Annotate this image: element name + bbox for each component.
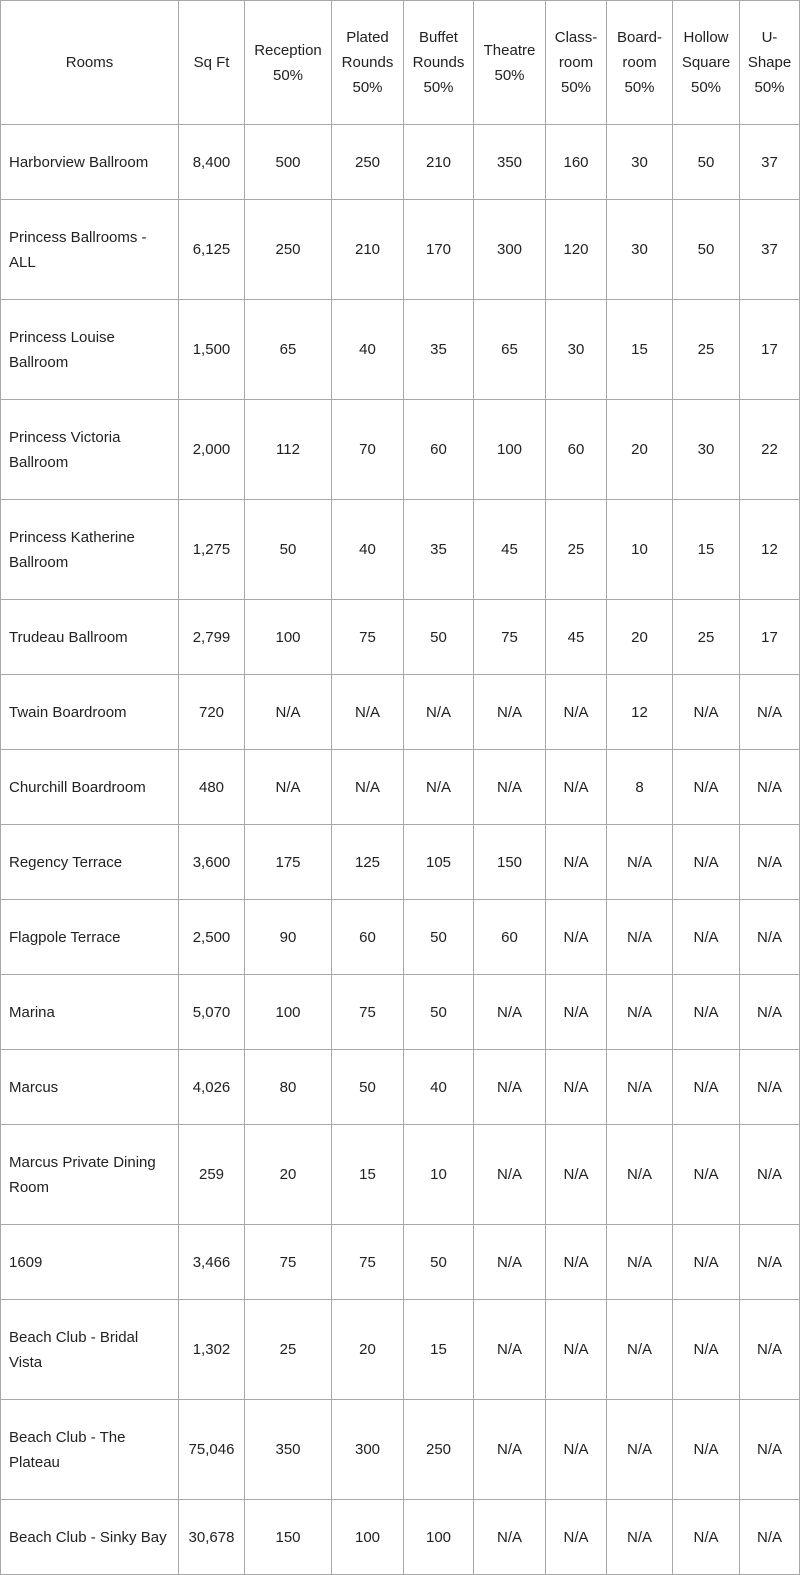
cell-room-name: Harborview Ballroom — [1, 125, 179, 200]
cell-plated-rounds: N/A — [332, 750, 404, 825]
cell-boardroom: N/A — [607, 1300, 673, 1400]
cell-room-name: 1609 — [1, 1225, 179, 1300]
table-row — [1, 500, 800, 600]
cell-u-shape: N/A — [740, 1225, 800, 1300]
cell-boardroom: 8 — [607, 750, 673, 825]
cell-buffet-rounds: 35 — [404, 500, 474, 600]
cell-classroom: N/A — [546, 1400, 607, 1500]
cell-reception: 100 — [245, 975, 332, 1050]
cell-buffet-rounds: 10 — [404, 1125, 474, 1225]
cell-classroom: N/A — [546, 825, 607, 900]
cell-plated-rounds: 300 — [332, 1400, 404, 1500]
cell-plated-rounds: 100 — [332, 1500, 404, 1575]
cell-buffet-rounds: 50 — [404, 900, 474, 975]
cell-sq-ft: 480 — [179, 750, 245, 825]
cell-plated-rounds: 40 — [332, 300, 404, 400]
cell-reception: 50 — [245, 500, 332, 600]
cell-plated-rounds: 210 — [332, 200, 404, 300]
cell-boardroom: N/A — [607, 1225, 673, 1300]
cell-plated-rounds: 125 — [332, 825, 404, 900]
cell-reception: 80 — [245, 1050, 332, 1125]
cell-plated-rounds: 75 — [332, 600, 404, 675]
cell-sq-ft: 6,125 — [179, 200, 245, 300]
cell-boardroom: N/A — [607, 1125, 673, 1225]
cell-sq-ft: 4,026 — [179, 1050, 245, 1125]
table-row — [1, 600, 800, 675]
cell-sq-ft: 8,400 — [179, 125, 245, 200]
cell-boardroom: N/A — [607, 825, 673, 900]
cell-classroom: N/A — [546, 1300, 607, 1400]
cell-u-shape: N/A — [740, 1050, 800, 1125]
cell-theatre: N/A — [474, 1400, 546, 1500]
cell-room-name: Princess Katherine Ballroom — [1, 500, 179, 600]
cell-sq-ft: 1,275 — [179, 500, 245, 600]
cell-sq-ft: 5,070 — [179, 975, 245, 1050]
cell-boardroom: 20 — [607, 600, 673, 675]
cell-boardroom: N/A — [607, 975, 673, 1050]
header-plated-rounds: Plated Rounds 50% — [332, 1, 404, 125]
cell-hollow-square: N/A — [673, 1125, 740, 1225]
cell-room-name: Marcus Private Dining Room — [1, 1125, 179, 1225]
table-row — [1, 1400, 800, 1500]
cell-theatre: 60 — [474, 900, 546, 975]
table-row — [1, 675, 800, 750]
header-hollow-square: Hollow Square 50% — [673, 1, 740, 125]
cell-hollow-square: N/A — [673, 1225, 740, 1300]
cell-plated-rounds: 75 — [332, 1225, 404, 1300]
table-row — [1, 1300, 800, 1400]
cell-room-name: Beach Club - The Plateau — [1, 1400, 179, 1500]
cell-theatre: N/A — [474, 1050, 546, 1125]
cell-boardroom: 15 — [607, 300, 673, 400]
cell-theatre: 300 — [474, 200, 546, 300]
cell-plated-rounds: 50 — [332, 1050, 404, 1125]
header-theatre: Theatre 50% — [474, 1, 546, 125]
cell-theatre: N/A — [474, 1125, 546, 1225]
header-rooms: Rooms — [1, 1, 179, 125]
cell-classroom: 160 — [546, 125, 607, 200]
cell-classroom: N/A — [546, 1050, 607, 1125]
cell-reception: N/A — [245, 750, 332, 825]
cell-theatre: N/A — [474, 1225, 546, 1300]
header-classroom: Class-room 50% — [546, 1, 607, 125]
cell-room-name: Princess Victoria Ballroom — [1, 400, 179, 500]
header-reception: Reception 50% — [245, 1, 332, 125]
cell-room-name: Beach Club - Bridal Vista — [1, 1300, 179, 1400]
cell-u-shape: N/A — [740, 1400, 800, 1500]
cell-u-shape: 17 — [740, 300, 800, 400]
cell-theatre: N/A — [474, 750, 546, 825]
table-row — [1, 1225, 800, 1300]
cell-u-shape: N/A — [740, 975, 800, 1050]
cell-u-shape: 37 — [740, 200, 800, 300]
cell-room-name: Marcus — [1, 1050, 179, 1125]
cell-reception: 75 — [245, 1225, 332, 1300]
cell-reception: 100 — [245, 600, 332, 675]
cell-classroom: N/A — [546, 1225, 607, 1300]
cell-hollow-square: N/A — [673, 1050, 740, 1125]
cell-theatre: 350 — [474, 125, 546, 200]
header-u-shape: U-Shape 50% — [740, 1, 800, 125]
cell-reception: 20 — [245, 1125, 332, 1225]
cell-sq-ft: 2,500 — [179, 900, 245, 975]
cell-plated-rounds: 15 — [332, 1125, 404, 1225]
cell-hollow-square: N/A — [673, 825, 740, 900]
cell-classroom: 25 — [546, 500, 607, 600]
cell-buffet-rounds: 105 — [404, 825, 474, 900]
cell-room-name: Beach Club - Sinky Bay — [1, 1500, 179, 1575]
table-row — [1, 750, 800, 825]
cell-hollow-square: N/A — [673, 1400, 740, 1500]
cell-buffet-rounds: 60 — [404, 400, 474, 500]
cell-room-name: Princess Louise Ballroom — [1, 300, 179, 400]
cell-buffet-rounds: 50 — [404, 600, 474, 675]
cell-u-shape: 22 — [740, 400, 800, 500]
cell-u-shape: N/A — [740, 900, 800, 975]
cell-plated-rounds: 70 — [332, 400, 404, 500]
cell-hollow-square: 25 — [673, 600, 740, 675]
cell-reception: 350 — [245, 1400, 332, 1500]
cell-classroom: N/A — [546, 1500, 607, 1575]
cell-theatre: N/A — [474, 1300, 546, 1400]
cell-u-shape: N/A — [740, 825, 800, 900]
cell-buffet-rounds: N/A — [404, 750, 474, 825]
cell-theatre: N/A — [474, 1500, 546, 1575]
cell-plated-rounds: 75 — [332, 975, 404, 1050]
cell-classroom: N/A — [546, 675, 607, 750]
cell-plated-rounds: 250 — [332, 125, 404, 200]
cell-plated-rounds: N/A — [332, 675, 404, 750]
cell-sq-ft: 30,678 — [179, 1500, 245, 1575]
cell-reception: 65 — [245, 300, 332, 400]
cell-buffet-rounds: N/A — [404, 675, 474, 750]
cell-sq-ft: 3,466 — [179, 1225, 245, 1300]
table-row — [1, 1125, 800, 1225]
table-row — [1, 825, 800, 900]
cell-buffet-rounds: 100 — [404, 1500, 474, 1575]
cell-plated-rounds: 60 — [332, 900, 404, 975]
cell-room-name: Twain Boardroom — [1, 675, 179, 750]
table-row — [1, 1500, 800, 1575]
cell-u-shape: N/A — [740, 1500, 800, 1575]
cell-boardroom: N/A — [607, 1400, 673, 1500]
cell-theatre: N/A — [474, 675, 546, 750]
cell-hollow-square: N/A — [673, 1300, 740, 1400]
cell-room-name: Princess Ballrooms - ALL — [1, 200, 179, 300]
cell-reception: 90 — [245, 900, 332, 975]
table-row — [1, 200, 800, 300]
cell-reception: 500 — [245, 125, 332, 200]
cell-hollow-square: N/A — [673, 1500, 740, 1575]
cell-sq-ft: 75,046 — [179, 1400, 245, 1500]
cell-classroom: 120 — [546, 200, 607, 300]
cell-theatre: 45 — [474, 500, 546, 600]
cell-theatre: 150 — [474, 825, 546, 900]
cell-u-shape: N/A — [740, 1125, 800, 1225]
cell-hollow-square: 30 — [673, 400, 740, 500]
cell-sq-ft: 1,302 — [179, 1300, 245, 1400]
cell-classroom: N/A — [546, 1125, 607, 1225]
cell-sq-ft: 720 — [179, 675, 245, 750]
cell-hollow-square: 50 — [673, 125, 740, 200]
cell-sq-ft: 3,600 — [179, 825, 245, 900]
cell-room-name: Churchill Boardroom — [1, 750, 179, 825]
cell-theatre: 75 — [474, 600, 546, 675]
table-row — [1, 900, 800, 975]
header-buffet-rounds: Buffet Rounds 50% — [404, 1, 474, 125]
header-sq-ft: Sq Ft — [179, 1, 245, 125]
cell-hollow-square: 50 — [673, 200, 740, 300]
cell-buffet-rounds: 170 — [404, 200, 474, 300]
table-row — [1, 400, 800, 500]
cell-buffet-rounds: 50 — [404, 1225, 474, 1300]
cell-u-shape: 17 — [740, 600, 800, 675]
cell-hollow-square: 25 — [673, 300, 740, 400]
cell-boardroom: N/A — [607, 1500, 673, 1575]
cell-boardroom: 10 — [607, 500, 673, 600]
cell-room-name: Regency Terrace — [1, 825, 179, 900]
table-row — [1, 300, 800, 400]
cell-hollow-square: N/A — [673, 975, 740, 1050]
cell-sq-ft: 1,500 — [179, 300, 245, 400]
cell-reception: 250 — [245, 200, 332, 300]
cell-reception: 175 — [245, 825, 332, 900]
cell-boardroom: 20 — [607, 400, 673, 500]
cell-plated-rounds: 40 — [332, 500, 404, 600]
cell-sq-ft: 259 — [179, 1125, 245, 1225]
cell-room-name: Flagpole Terrace — [1, 900, 179, 975]
cell-sq-ft: 2,000 — [179, 400, 245, 500]
cell-classroom: 45 — [546, 600, 607, 675]
table-body — [1, 125, 800, 1575]
cell-classroom: N/A — [546, 975, 607, 1050]
cell-u-shape: N/A — [740, 675, 800, 750]
cell-buffet-rounds: 40 — [404, 1050, 474, 1125]
cell-sq-ft: 2,799 — [179, 600, 245, 675]
cell-hollow-square: N/A — [673, 675, 740, 750]
cell-theatre: N/A — [474, 975, 546, 1050]
cell-boardroom: N/A — [607, 900, 673, 975]
table-row — [1, 975, 800, 1050]
cell-plated-rounds: 20 — [332, 1300, 404, 1400]
table-row — [1, 1050, 800, 1125]
cell-theatre: 100 — [474, 400, 546, 500]
cell-reception: 112 — [245, 400, 332, 500]
cell-buffet-rounds: 250 — [404, 1400, 474, 1500]
cell-room-name: Marina — [1, 975, 179, 1050]
table-row — [1, 125, 800, 200]
cell-buffet-rounds: 15 — [404, 1300, 474, 1400]
cell-reception: 25 — [245, 1300, 332, 1400]
cell-room-name: Trudeau Ballroom — [1, 600, 179, 675]
cell-classroom: 30 — [546, 300, 607, 400]
cell-u-shape: 37 — [740, 125, 800, 200]
cell-u-shape: N/A — [740, 750, 800, 825]
cell-boardroom: 30 — [607, 200, 673, 300]
cell-buffet-rounds: 210 — [404, 125, 474, 200]
cell-buffet-rounds: 50 — [404, 975, 474, 1050]
cell-theatre: 65 — [474, 300, 546, 400]
cell-hollow-square: N/A — [673, 900, 740, 975]
cell-boardroom: N/A — [607, 1050, 673, 1125]
cell-u-shape: N/A — [740, 1300, 800, 1400]
cell-reception: N/A — [245, 675, 332, 750]
cell-classroom: N/A — [546, 750, 607, 825]
cell-classroom: N/A — [546, 900, 607, 975]
cell-classroom: 60 — [546, 400, 607, 500]
cell-boardroom: 12 — [607, 675, 673, 750]
table-header — [1, 1, 800, 125]
header-row — [1, 1, 800, 125]
cell-boardroom: 30 — [607, 125, 673, 200]
cell-hollow-square: 15 — [673, 500, 740, 600]
cell-buffet-rounds: 35 — [404, 300, 474, 400]
cell-u-shape: 12 — [740, 500, 800, 600]
cell-hollow-square: N/A — [673, 750, 740, 825]
header-boardroom: Board-room 50% — [607, 1, 673, 125]
cell-reception: 150 — [245, 1500, 332, 1575]
